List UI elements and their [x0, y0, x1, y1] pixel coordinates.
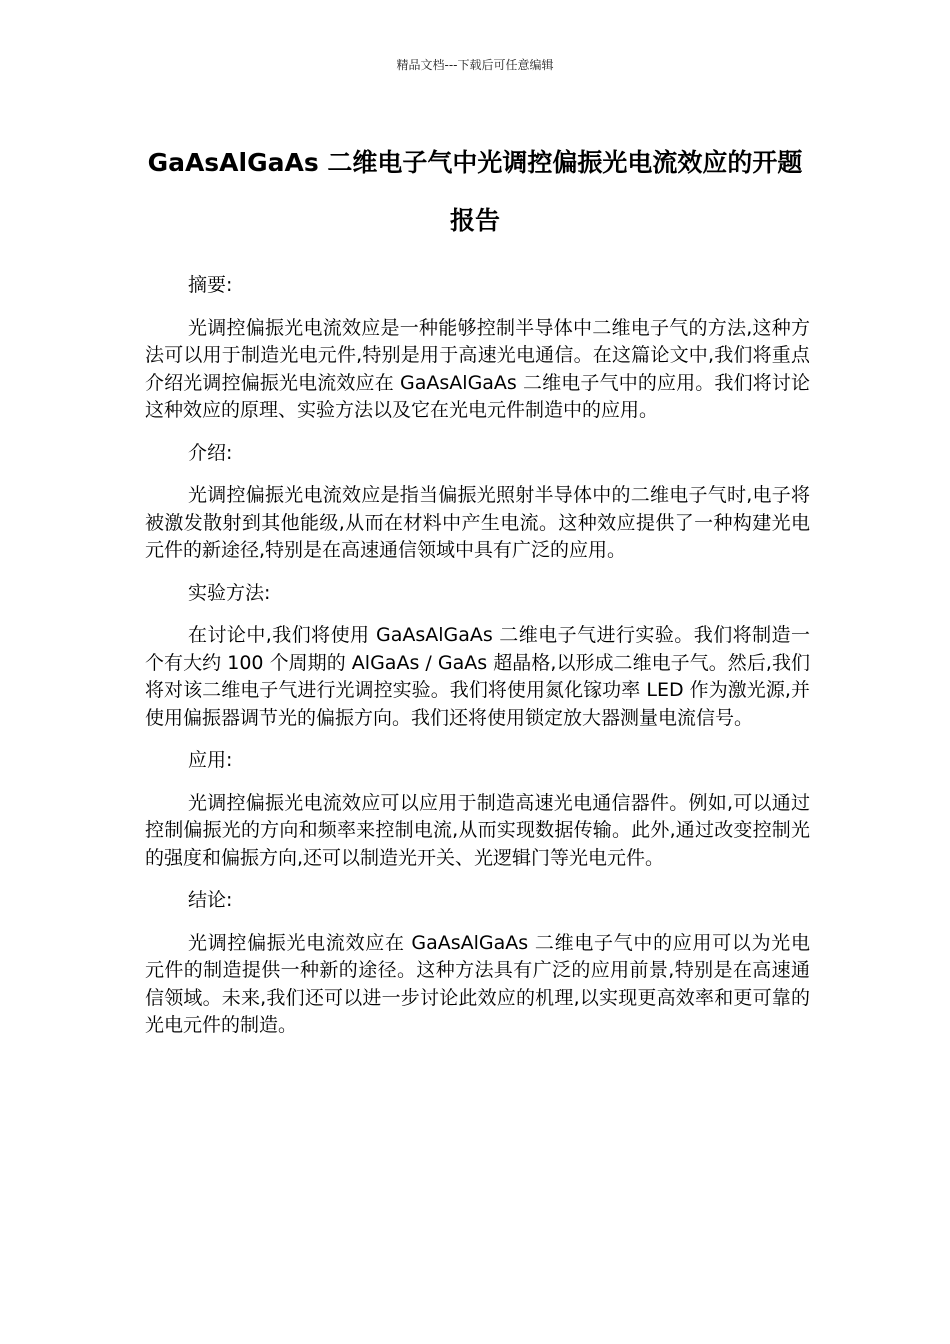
- section-heading-abstract: 摘要:: [188, 274, 233, 296]
- section-body-abstract: 光调控偏振光电流效应是一种能够控制半导体中二维电子气的方法,这种方法可以用于制造光电元件,特别是用于高速光电通信。在这篇论文中,我们将重点介绍光调控偏振光电流效应在 GaAsAlGaAs 二维电子气中的应用。我们将讨论这种效应的原理、实验方法以及它在光电元件制造中的应用。: [145, 316, 810, 421]
- document-body: [145, 272, 810, 1055]
- document-title: GaAsAlGaAs 二维电子气中光调控偏振光电流效应的开题报告: [147, 148, 803, 235]
- section-body-applications: 光调控偏振光电流效应可以应用于制造高速光电通信器件。例如,可以通过控制偏振光的方向和频率来控制电流,从而实现数据传输。此外,通过改变控制光的强度和偏振方向,还可以制造光开关、光逻辑门等光电元件。: [145, 791, 810, 869]
- section-body-methods: 在讨论中,我们将使用 GaAsAlGaAs 二维电子气进行实验。我们将制造一个有大约 100 个周期的 AlGaAs / GaAs 超晶格,以形成二维电子气。然后,我们将对该二维电子气进行光调控实验。我们将使用氮化镓功率 LED 作为激光源,并使用偏振器调节光的偏振方向。我们还将使用锁定放大器测量电流信号。: [145, 624, 810, 729]
- header-note: 精品文档---下载后可任意编辑: [396, 58, 554, 72]
- section-heading-conclusion: 结论:: [188, 889, 233, 911]
- section-heading-methods: 实验方法:: [188, 581, 271, 604]
- section-body-introduction: 光调控偏振光电流效应是指当偏振光照射半导体中的二维电子气时,电子将被激发散射到其他能级,从而在材料中产生电流。这种效应提供了一种构建光电元件的新途径,特别是在高速通信领域中具有广泛的应用。: [145, 484, 810, 561]
- section-heading-introduction: 介绍:: [188, 441, 233, 464]
- section-heading-applications: 应用:: [188, 749, 233, 771]
- section-body-conclusion: 光调控偏振光电流效应在 GaAsAlGaAs 二维电子气中的应用可以为光电元件的制造提供一种新的途径。这种方法具有广泛的应用前景,特别是在高速通信领域。未来,我们还可以进一步讨论此效应的机理,以实现更高效率和更可靠的光电元件的制造。: [145, 931, 810, 1036]
